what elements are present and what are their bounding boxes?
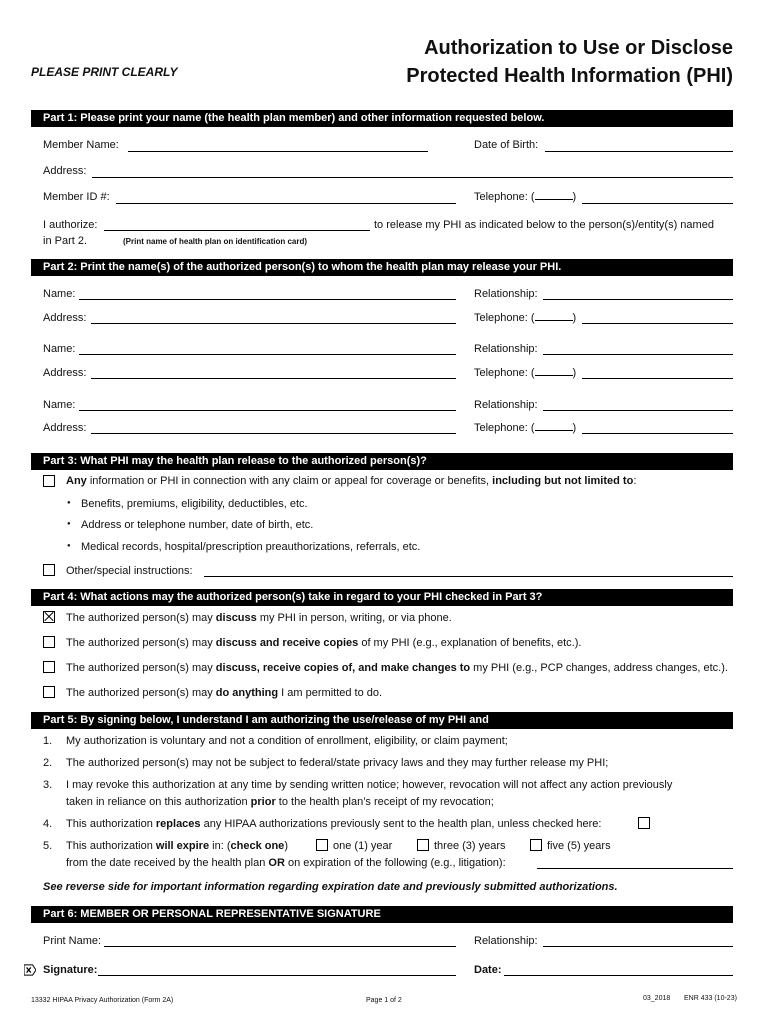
signer-relationship-label: Relationship: — [474, 935, 538, 947]
item-3-text-line2: taken in reliance on this authorization prior to the health plan’s receipt of my revocation; — [66, 796, 494, 808]
part4-heading: Part 4: What actions may the authorized person(s) take in regard to your PHI checked in Part 3? — [31, 589, 733, 606]
person3-relationship-label: Relationship: — [474, 399, 538, 411]
signature-label: Signature: — [43, 964, 98, 976]
signature-field[interactable] — [98, 975, 456, 976]
any-phi-text: Any information or PHI in connection with any claim or appeal for coverage or benefits, including but not limited to: — [66, 475, 637, 487]
expire-one-year-label: one (1) year — [333, 840, 393, 852]
item-1-text: My authorization is voluntary and not a condition of enrollment, eligibility, or claim payment; — [66, 735, 508, 747]
part5-heading: Part 5: By signing below, I understand I am authorizing the use/release of my PHI and — [31, 712, 733, 729]
print-name-label: Print Name: — [43, 935, 102, 947]
member-name-label: Member Name: — [43, 139, 119, 151]
person2-telephone[interactable]: Telephone: ( ) — [474, 367, 577, 379]
part1-heading: Part 1: Please print your name (the health plan member) and other information requested below. — [31, 110, 733, 127]
dob-field[interactable] — [545, 151, 733, 152]
item-3-number: 3. — [43, 779, 53, 791]
part6-heading: Part 6: MEMBER OR PERSONAL REPRESENTATIVE SIGNATURE — [31, 906, 733, 923]
person2-telephone-field[interactable] — [582, 378, 733, 379]
expire-three-years-checkbox[interactable] — [417, 839, 429, 851]
action-anything-text: The authorized person(s) may do anything I am permitted to do. — [66, 687, 383, 699]
action-anything-checkbox[interactable] — [43, 686, 55, 698]
person2-name-label: Name: — [43, 343, 76, 355]
footer-form-code: ENR 433 (10-23) — [684, 995, 737, 1002]
signature-date-field[interactable] — [504, 975, 733, 976]
person1-name-field[interactable] — [79, 299, 456, 300]
person2-address-field[interactable] — [91, 378, 456, 379]
part2-heading: Part 2: Print the name(s) of the authorized person(s) to whom the health plan may release your PHI. — [31, 259, 733, 276]
signer-relationship-field[interactable] — [543, 946, 733, 947]
person2-relationship-field[interactable] — [543, 354, 733, 355]
action-copies-text: The authorized person(s) may discuss and receive copies of my PHI (e.g., explanation of benefits, etc.). — [66, 637, 582, 649]
person2-address-label: Address: — [43, 367, 87, 379]
footer-form-name: 13332 HIPAA Privacy Authorization (Form 2A) — [31, 997, 174, 1004]
member-name-field[interactable] — [128, 151, 428, 152]
in-part2-text: in Part 2. — [43, 235, 88, 247]
other-instructions-label: Other/special instructions: — [66, 565, 193, 577]
person1-name-label: Name: — [43, 288, 76, 300]
person1-relationship-field[interactable] — [543, 299, 733, 300]
expire-five-years-label: five (5) years — [547, 840, 611, 852]
form-title — [406, 34, 733, 90]
part3-heading: Part 3: What PHI may the health plan release to the authorized person(s)? — [31, 453, 733, 470]
member-telephone-field[interactable] — [582, 203, 733, 204]
person3-name-field[interactable] — [79, 410, 456, 411]
person2-relationship-label: Relationship: — [474, 343, 538, 355]
item-3-text-line1: I may revoke this authorization at any time by sending written notice; however, revocation will not affect any action previously — [66, 779, 673, 791]
action-changes-checkbox[interactable] — [43, 661, 55, 673]
footer-version-code: 03_2018 — [643, 995, 671, 1002]
member-id-label: Member ID #: — [43, 191, 110, 203]
other-instructions-checkbox[interactable] — [43, 564, 55, 576]
member-address-label: Address: — [43, 165, 87, 177]
item-5-number: 5. — [43, 840, 53, 852]
footer-page-number: Page 1 of 2 — [366, 997, 402, 1004]
person2-name-field[interactable] — [79, 354, 456, 355]
health-plan-name-field[interactable] — [104, 230, 370, 231]
print-name-field[interactable] — [104, 946, 456, 947]
action-discuss-checkbox[interactable] — [43, 611, 55, 623]
action-copies-checkbox[interactable] — [43, 636, 55, 648]
member-id-field[interactable] — [116, 203, 456, 204]
person1-telephone[interactable]: Telephone: ( ) — [474, 312, 577, 324]
item-2-number: 2. — [43, 757, 53, 769]
other-instructions-field[interactable] — [204, 576, 733, 577]
title-line-2: Protected Health Information (PHI) — [406, 65, 733, 87]
phi-bullet-2: ● Address or telephone number, date of birth, etc. — [81, 519, 313, 531]
item-4-text: This authorization replaces any HIPAA authorizations previously sent to the health plan, unless checked here: — [66, 818, 602, 830]
phi-bullet-3: ● Medical records, hospital/prescription preauthorizations, referrals, etc. — [81, 541, 420, 553]
person1-relationship-label: Relationship: — [474, 288, 538, 300]
signature-date-label: Date: — [474, 964, 502, 976]
expiration-event-field[interactable] — [537, 868, 733, 869]
action-discuss-text: The authorized person(s) may discuss my PHI in person, writing, or via phone. — [66, 612, 452, 624]
person3-address-label: Address: — [43, 422, 87, 434]
item-1-number: 1. — [43, 735, 53, 747]
item-5-text-line2: from the date received by the health plan OR on expiration of the following (e.g., litigation): — [66, 857, 506, 869]
expire-three-years-label: three (3) years — [434, 840, 506, 852]
person1-address-label: Address: — [43, 312, 87, 324]
action-changes-text: The authorized person(s) may discuss, receive copies of, and make changes to my PHI (e.g., PCP changes, address changes, etc.). — [66, 662, 728, 674]
person1-address-field[interactable] — [91, 323, 456, 324]
any-phi-checkbox[interactable] — [43, 475, 55, 487]
reverse-side-note: See reverse side for important information regarding expiration date and previously submitted authorizations. — [43, 881, 618, 893]
member-address-field[interactable] — [92, 177, 733, 178]
person3-relationship-field[interactable] — [543, 410, 733, 411]
signature-arrow-icon — [24, 964, 36, 976]
item-5-text: This authorization will expire in: (check one) — [66, 840, 288, 852]
item-4-number: 4. — [43, 818, 53, 830]
expire-five-years-checkbox[interactable] — [530, 839, 542, 851]
replaces-checkbox[interactable] — [638, 817, 650, 829]
expire-one-year-checkbox[interactable] — [316, 839, 328, 851]
release-text: to release my PHI as indicated below to the person(s)/entity(s) named — [374, 219, 714, 231]
plan-name-note: (Print name of health plan on identification card) — [123, 237, 308, 246]
member-telephone[interactable]: Telephone: ( ) — [474, 191, 577, 203]
item-2-text: The authorized person(s) may not be subject to federal/state privacy laws and they may further release my PHI; — [66, 757, 609, 769]
title-line-1: Authorization to Use or Disclose — [424, 37, 733, 59]
phi-bullet-1: ● Benefits, premiums, eligibility, deductibles, etc. — [81, 498, 308, 510]
person3-address-field[interactable] — [91, 433, 456, 434]
person3-name-label: Name: — [43, 399, 76, 411]
person3-telephone-field[interactable] — [582, 433, 733, 434]
person1-telephone-field[interactable] — [582, 323, 733, 324]
person3-telephone[interactable]: Telephone: ( ) — [474, 422, 577, 434]
dob-label: Date of Birth: — [474, 139, 539, 151]
i-authorize-label: I authorize: — [43, 219, 98, 231]
print-clearly-note: PLEASE PRINT CLEARLY — [31, 65, 178, 79]
